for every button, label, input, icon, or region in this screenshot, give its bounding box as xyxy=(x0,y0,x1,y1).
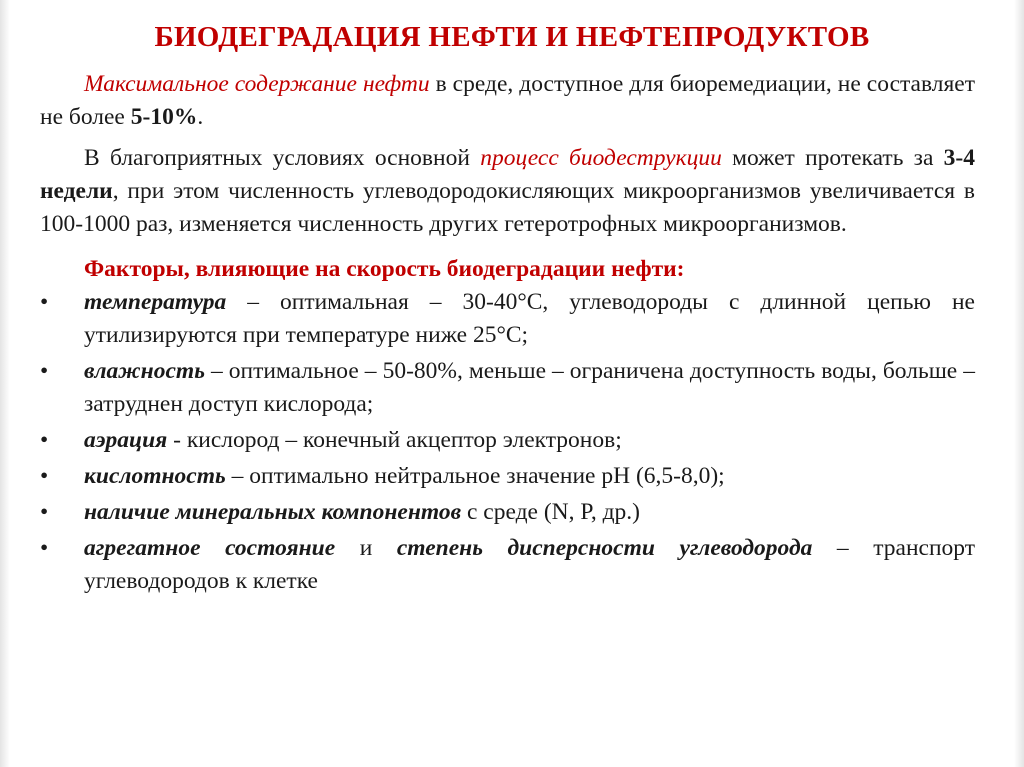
bullet-icon: • xyxy=(40,358,49,384)
list-item-temperature xyxy=(40,286,975,352)
bullet-icon: • xyxy=(40,427,49,453)
factor-term: агрегатное состояние xyxy=(84,535,336,561)
paragraph-text: , при этом численность углеводородокисляющих микроорганизмов увеличивается в 100-1000 раз, изменяется численность других гетеротрофных микроорганизмов. xyxy=(40,178,975,237)
factor-text: - кислород – конечный акцептор электронов; xyxy=(167,427,622,453)
factor-text: – оптимальная – 30-40°С, углеводороды с длинной цепью не утилизируются при температуре ниже 25°С; xyxy=(84,289,975,348)
factor-text: – транспорт углеводородов к клетке xyxy=(84,535,976,594)
paragraph-text: . xyxy=(197,104,204,130)
highlight-biodestruction: процесс биодеструкции xyxy=(480,145,722,171)
slide-title: БИОДЕГРАДАЦИЯ НЕФТИ И НЕФТЕПРОДУКТОВ xyxy=(154,21,870,53)
list-item-aggregate-state xyxy=(40,532,975,598)
list-item-minerals xyxy=(40,496,975,529)
factor-text: и xyxy=(335,535,397,561)
paragraph-biodestruction xyxy=(40,142,975,241)
right-edge-shadow xyxy=(1014,0,1024,767)
list-item-acidity xyxy=(40,460,975,493)
list-item-humidity xyxy=(40,355,975,421)
bullet-icon: • xyxy=(40,499,49,525)
paragraph-text: в среде, доступное для биоремедиации, не составляет не более xyxy=(40,71,976,130)
bullet-icon: • xyxy=(40,463,49,489)
percent-value: 5-10% xyxy=(130,104,198,130)
paragraph-max-oil-content xyxy=(40,68,975,134)
factor-term: кислотность xyxy=(84,463,226,489)
left-edge-shadow xyxy=(0,0,10,767)
slide-content xyxy=(40,68,975,598)
duration-value: 3-4 недели xyxy=(40,145,975,204)
factor-term: температура xyxy=(84,289,227,315)
factor-term: аэрация xyxy=(84,427,168,453)
factor-text: с среде (N, P, др.) xyxy=(461,499,641,525)
factor-term: влажность xyxy=(84,358,205,384)
factor-term-dispersion: степень дисперсности углеводорода xyxy=(396,535,813,561)
factors-list xyxy=(40,286,975,598)
paragraph-text: может протекать за xyxy=(721,145,944,171)
highlight-max-content: Максимальное содержание нефти xyxy=(84,71,430,97)
bullet-icon: • xyxy=(40,535,49,561)
bullet-icon: • xyxy=(40,289,49,315)
list-item-aeration xyxy=(40,424,975,457)
factor-term: наличие минеральных компонентов xyxy=(84,499,462,525)
factor-text: – оптимальное – 50-80%, меньше – ограничена доступность воды, больше – затруднен доступ кислорода; xyxy=(84,358,975,417)
factors-heading: Факторы, влияющие на скорость биодеградации нефти: xyxy=(84,256,685,282)
paragraph-text: В благоприятных условиях основной xyxy=(84,145,481,171)
factor-text: – оптимально нейтральное значение рН (6,5-8,0); xyxy=(225,463,725,489)
